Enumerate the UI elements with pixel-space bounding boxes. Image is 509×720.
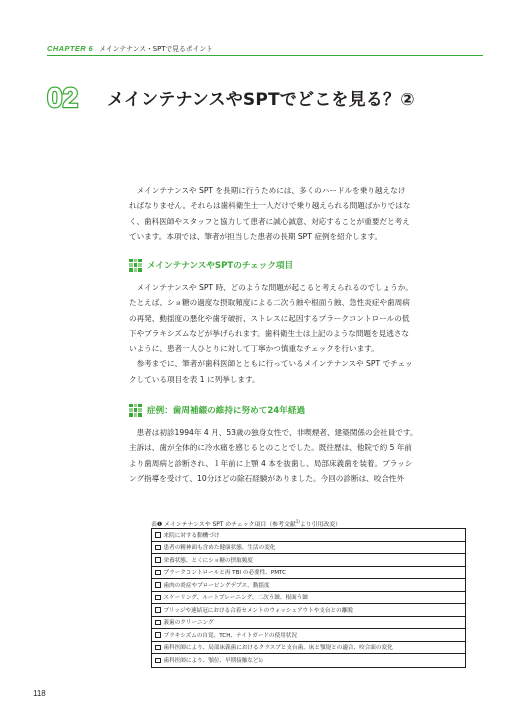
checkbox-icon (155, 620, 161, 626)
chapter-label: CHAPTER 6 (47, 43, 94, 53)
table-row (152, 554, 465, 567)
table-row (152, 592, 465, 605)
checkbox-icon (155, 545, 161, 551)
chapter-header (47, 41, 477, 55)
body-line: 下やブラキシズムなどが挙げられます。歯科衛生士は上記のような問題を見逃さな (129, 328, 410, 338)
checkbox-icon (155, 570, 161, 576)
section-number-graphic (47, 84, 93, 111)
table-row-text: 栄養状態、とくにショ糖の摂取頻度 (163, 557, 253, 564)
section-number (47, 84, 91, 110)
table-row (152, 654, 465, 667)
section-heading (47, 82, 415, 112)
body-line: 患者は初診1994年 4 月、53歳の独身女性で、非喫煙者、建築関係の会社員です。 (136, 428, 418, 437)
table-caption-ref: 1) (295, 519, 300, 525)
checkbox-icon (155, 632, 161, 638)
table-row-ref: 1) (258, 657, 263, 663)
body-line: いように、患者一人ひとりに対して丁寧かつ慎重なチェックを行います。 (129, 344, 379, 354)
body-line: ング指導を受けて、10分ほどの除石経験がありました。今回の診断は、咬合性外 (129, 473, 405, 483)
checklist-table (151, 528, 466, 668)
case-paragraph (129, 425, 484, 486)
table-row (152, 542, 465, 555)
intro-line: く、歯科医師やスタッフと協力して患者に誠心誠意、対応することが重要だと考え (129, 216, 410, 226)
table-row (152, 604, 465, 617)
table-row (152, 529, 465, 542)
table-caption-suffix: より引用改変） (299, 522, 342, 528)
body-line: クしている項目を表 1 に列挙します。 (129, 374, 260, 384)
checklist-paragraph (129, 280, 484, 387)
checkbox-icon (155, 607, 161, 613)
table-caption (151, 519, 341, 528)
chapter-title: メインテナンス・SPTで見るポイント (99, 45, 213, 53)
table-row-text: 義歯のクリーニング (163, 620, 214, 627)
checkbox-icon (155, 557, 161, 563)
table-row-text: スケーリング、ルートプレーニング、二次う蝕、根面う蝕 (163, 595, 308, 602)
table-row (152, 617, 465, 630)
subsection-title: 症例：歯周補綴の維持に努めて24年経過 (147, 406, 306, 416)
svg-text:02: 02 (47, 84, 79, 111)
checkbox-icon (155, 582, 161, 588)
table-row-text: プラークコントロールと再 TBI の必要性、PMTC (163, 570, 287, 577)
table-row-text: 患者の精神面も含めた健康状態、生活の変化 (163, 545, 276, 552)
table-row-text: 歯肉の炎症やプロービングデプス、動揺度 (163, 582, 270, 589)
table-row (152, 567, 465, 580)
intro-line: メインテナンスや SPT を長期に行うためには、多くのハードルを乗り越えなけ (136, 186, 406, 195)
grid-icon (129, 259, 142, 272)
body-line: 参考までに、筆者が歯科医師とともに行っているメインテナンスや SPT でチェッ (136, 359, 413, 369)
body-line: 主訴は、歯が全体的に冷水痛を感じるとのことでした。既往歴は、他院で約 5 年前 (129, 443, 413, 453)
checkbox-icon (155, 645, 161, 651)
table-row-text: ブリッジや連結冠における合着セメントのウォッシュアウトや支台との離脱 (163, 607, 353, 614)
table-row (152, 642, 465, 655)
table-row-text: 歯科医師により、顎位、早期接触など (163, 658, 259, 665)
body-line: メインテナンスや SPT 時、どのような問題が起こると考えられるのでしょうか。 (136, 283, 413, 292)
table-row (152, 629, 465, 642)
table-caption-text: 表❶ メインテナンスや SPT のチェック項目（参考文献 (151, 522, 296, 528)
subsection-title: メインテナンスやSPTのチェック項目 (147, 261, 294, 271)
intro-line: ています。本項では、筆者が担当した患者の長期 SPT 症例を紹介します。 (129, 231, 383, 241)
intro-line: ればなりません。それらは歯科衛生士一人だけで乗り越えられる問題ばかりではな (129, 201, 411, 211)
chapter-divider (47, 55, 483, 56)
intro-paragraph (129, 183, 484, 244)
body-line: より歯周病と診断され、１年前に上顎 4 本を抜歯し、局部床義歯を装着。ブラッシ (129, 458, 413, 468)
checkbox-icon (155, 595, 161, 601)
page-number: 118 (33, 689, 46, 698)
table-row-text: 来院に対する動機づけ (163, 532, 220, 539)
subsection-heading-case (129, 403, 305, 417)
section-title: メインテナンスやSPTでどこを見る？② (107, 89, 415, 110)
checkbox-icon (155, 658, 161, 664)
table-row-text: ブラキシズムの自覚、TCH、ナイトガードの使用状況 (163, 632, 297, 639)
table-row (152, 579, 465, 592)
subsection-heading-checklist (129, 258, 293, 272)
grid-icon (129, 404, 142, 417)
checkbox-icon (155, 532, 161, 538)
body-line: たとえば、ショ糖の過度な摂取頻度による二次う蝕や根面う蝕、急性炎症や歯周病 (129, 298, 410, 308)
table-row-text: 歯科医師により、局部床義歯におけるクラスプと支台歯、床と顎堤との適合、咬合面の変化 (163, 645, 393, 652)
body-line: の再発、動揺度の悪化や歯牙破折、ストレスに起因するプラークコントロールの低 (129, 313, 410, 323)
